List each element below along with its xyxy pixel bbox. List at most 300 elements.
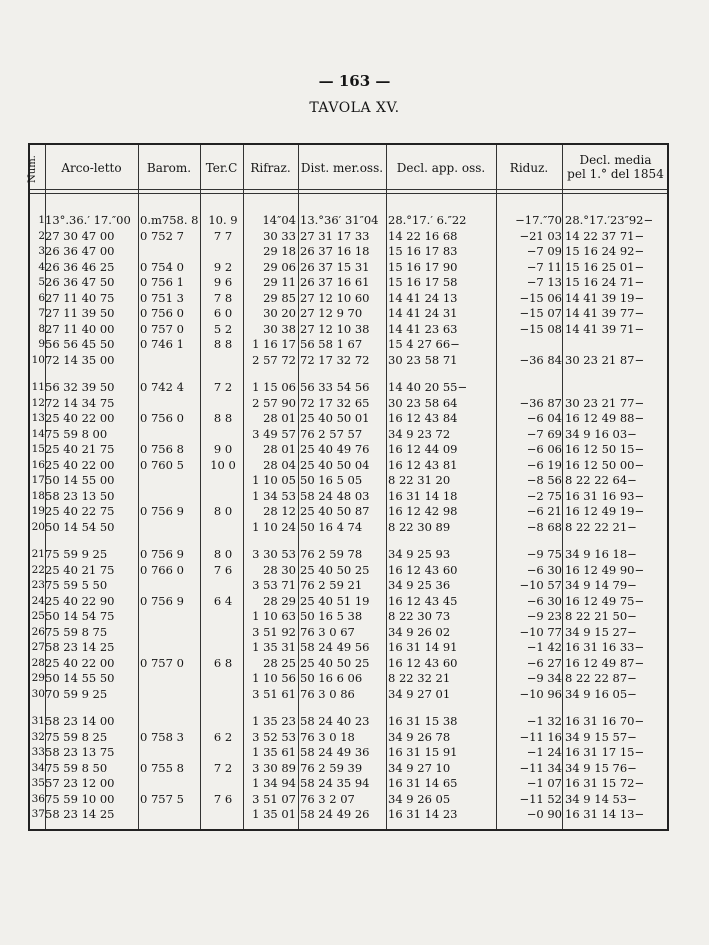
table-row bbox=[30, 640, 667, 656]
cell-num: 20 bbox=[31, 520, 45, 533]
cell-arco: 27 30 47 00 bbox=[45, 228, 115, 243]
cell-riduz: −6 21 bbox=[526, 504, 562, 518]
cell-rifr: 3 53 71 bbox=[252, 578, 296, 592]
cell-riduz: −15 08 bbox=[519, 321, 562, 336]
cell-dist: 27 12 10 38 bbox=[300, 321, 370, 336]
cell-rifr: 28 04 bbox=[263, 457, 296, 472]
cell-num: 2 bbox=[38, 229, 45, 242]
cell-num: 5 bbox=[38, 276, 45, 288]
table-row bbox=[30, 427, 667, 443]
cell-decl: 15 16 17 58 bbox=[388, 275, 458, 289]
cell-decl: 34 9 26 05 bbox=[388, 791, 451, 806]
cell-arco: 56 32 39 50 bbox=[45, 380, 115, 394]
cell-dist: 13.°36′ 31″04 bbox=[300, 213, 379, 227]
cell-dist: 72 17 32 72 bbox=[300, 352, 370, 367]
table-row bbox=[30, 547, 667, 563]
cell-rifr: 1 35 61 bbox=[252, 745, 296, 759]
cell-num: 21 bbox=[31, 548, 45, 560]
cell-dmed: 30 23 21 87− bbox=[565, 352, 645, 367]
cell-dmed: 8 22 22 87− bbox=[565, 671, 637, 685]
header-rule bbox=[30, 193, 667, 194]
header-decl-media-line1: Decl. media bbox=[579, 153, 652, 167]
cell-num: 33 bbox=[31, 746, 45, 758]
cell-riduz: −0 90 bbox=[526, 807, 562, 821]
cell-decl: 16 12 43 60 bbox=[388, 562, 458, 577]
cell-num: 7 bbox=[38, 307, 45, 319]
cell-barom: 0 751 3 bbox=[140, 290, 184, 305]
cell-decl: 16 12 42 98 bbox=[388, 504, 458, 518]
cell-decl: 34 9 23 72 bbox=[388, 426, 451, 441]
cell-terc: 9 0 bbox=[213, 442, 233, 456]
table-row bbox=[30, 687, 667, 703]
cell-riduz: −1 24 bbox=[526, 745, 562, 759]
cell-arco: 57 23 12 00 bbox=[45, 776, 115, 790]
cell-terc: 8 8 bbox=[213, 337, 233, 351]
cell-barom: 0 757 5 bbox=[140, 791, 184, 806]
cell-riduz: −1 07 bbox=[526, 776, 562, 790]
cell-num: 18 bbox=[31, 489, 45, 502]
table-row bbox=[30, 291, 667, 307]
cell-terc: 7 2 bbox=[213, 380, 233, 394]
cell-riduz: −15 06 bbox=[519, 290, 562, 305]
cell-barom: 0 756 1 bbox=[140, 275, 184, 289]
cell-num: 14 bbox=[31, 427, 45, 440]
cell-arco: 70 59 9 25 bbox=[45, 686, 108, 701]
cell-arco: 75 59 10 00 bbox=[45, 791, 115, 806]
cell-barom: 0 756 9 bbox=[140, 504, 184, 518]
cell-rifr: 1 35 01 bbox=[252, 807, 296, 821]
cell-arco: 25 40 22 75 bbox=[45, 504, 115, 518]
cell-decl: 16 31 14 18 bbox=[388, 488, 458, 503]
cell-dmed: 16 31 14 13− bbox=[565, 807, 645, 821]
cell-dmed: 15 16 24 71− bbox=[565, 275, 645, 289]
cell-dist: 76 2 59 21 bbox=[300, 578, 363, 592]
cell-arco: 75 59 8 50 bbox=[45, 760, 108, 775]
cell-decl: 16 31 14 91 bbox=[388, 640, 458, 654]
cell-rifr: 3 30 53 bbox=[252, 547, 296, 561]
cell-dist: 27 12 10 60 bbox=[300, 290, 370, 305]
cell-decl: 16 12 44 09 bbox=[388, 442, 458, 456]
cell-dmed: 8 22 22 21− bbox=[565, 519, 637, 534]
cell-dmed: 16 12 49 88− bbox=[565, 411, 645, 425]
cell-dist: 58 24 35 94 bbox=[300, 776, 370, 790]
cell-num: 36 bbox=[31, 792, 45, 805]
cell-dmed: 34 9 15 57− bbox=[565, 729, 637, 744]
table-row bbox=[30, 807, 667, 823]
cell-terc: 8 8 bbox=[213, 411, 233, 425]
cell-dmed: 14 41 39 77− bbox=[565, 306, 645, 320]
cell-barom: 0 760 5 bbox=[140, 457, 184, 472]
cell-arco: 50 14 55 00 bbox=[45, 473, 115, 487]
cell-dmed: 16 31 16 93− bbox=[565, 488, 645, 503]
cell-arco: 75 59 9 25 bbox=[45, 547, 108, 561]
cell-dist: 76 3 0 67 bbox=[300, 624, 355, 639]
cell-num: 23 bbox=[31, 579, 45, 591]
cell-arco: 75 59 5 50 bbox=[45, 578, 108, 592]
table-row bbox=[30, 625, 667, 641]
cell-decl: 16 31 14 23 bbox=[388, 807, 458, 821]
cell-riduz: −8 68 bbox=[526, 519, 562, 534]
cell-riduz: −6 30 bbox=[526, 562, 562, 577]
cell-arco: 27 11 40 00 bbox=[45, 321, 115, 336]
cell-arco: 58 23 14 00 bbox=[45, 714, 115, 728]
header-barom: Barom. bbox=[146, 161, 192, 175]
cell-arco: 72 14 34 75 bbox=[45, 395, 115, 410]
cell-rifr: 28 29 bbox=[263, 593, 296, 608]
cell-dmed: 16 31 15 72− bbox=[565, 776, 645, 790]
cell-dmed: 16 12 49 19− bbox=[565, 504, 645, 518]
cell-decl: 34 9 26 02 bbox=[388, 624, 451, 639]
cell-riduz: −36 87 bbox=[519, 395, 562, 410]
cell-dist: 76 2 59 39 bbox=[300, 760, 363, 775]
cell-terc: 6 4 bbox=[213, 593, 233, 608]
cell-arco: 50 14 54 75 bbox=[45, 609, 115, 623]
cell-terc: 7 7 bbox=[213, 228, 233, 243]
cell-barom: 0 766 0 bbox=[140, 562, 184, 577]
cell-num: 37 bbox=[31, 808, 45, 820]
cell-num: 13 bbox=[31, 412, 45, 424]
table-row bbox=[30, 442, 667, 458]
table-row bbox=[30, 489, 667, 505]
cell-decl: 16 31 15 91 bbox=[388, 745, 458, 759]
cell-num: 10 bbox=[31, 353, 45, 366]
cell-dmed: 28.°17.′23″92− bbox=[565, 213, 654, 227]
cell-rifr: 29 18 bbox=[263, 244, 296, 258]
cell-dmed: 16 31 16 70− bbox=[565, 714, 645, 728]
cell-barom: 0 754 0 bbox=[140, 259, 184, 274]
cell-barom: 0 756 9 bbox=[140, 547, 184, 561]
cell-num: 27 bbox=[31, 641, 45, 653]
cell-rifr: 3 51 61 bbox=[252, 686, 296, 701]
table-row bbox=[30, 458, 667, 474]
cell-dist: 58 24 40 23 bbox=[300, 714, 370, 728]
cell-riduz: −11 34 bbox=[519, 760, 562, 775]
cell-rifr: 3 49 57 bbox=[252, 426, 296, 441]
cell-arco: 50 14 54 50 bbox=[45, 519, 115, 534]
cell-num: 19 bbox=[31, 505, 45, 517]
table-row bbox=[30, 396, 667, 412]
table-row bbox=[30, 563, 667, 579]
cell-arco: 58 23 14 25 bbox=[45, 640, 115, 654]
table-row bbox=[30, 609, 667, 625]
cell-riduz: −6 27 bbox=[526, 655, 562, 670]
cell-riduz: −36 84 bbox=[519, 352, 562, 367]
cell-decl: 14 41 24 13 bbox=[388, 290, 458, 305]
cell-dist: 76 2 57 57 bbox=[300, 426, 363, 441]
cell-terc: 6 0 bbox=[213, 306, 233, 320]
cell-arco: 25 40 22 00 bbox=[45, 457, 115, 472]
cell-dmed: 16 31 17 15− bbox=[565, 745, 645, 759]
cell-arco: 75 59 8 00 bbox=[45, 426, 108, 441]
cell-num: 22 bbox=[31, 563, 45, 576]
cell-dmed: 34 9 15 76− bbox=[565, 760, 637, 775]
cell-dist: 72 17 32 65 bbox=[300, 395, 370, 410]
cell-riduz: −7 11 bbox=[526, 259, 562, 274]
cell-rifr: 28 12 bbox=[263, 504, 296, 518]
cell-riduz: −15 07 bbox=[519, 306, 562, 320]
cell-decl: 16 31 15 38 bbox=[388, 714, 458, 728]
cell-dist: 58 24 49 36 bbox=[300, 745, 370, 759]
cell-arco: 72 14 35 00 bbox=[45, 352, 115, 367]
cell-riduz: −11 16 bbox=[519, 729, 562, 744]
cell-dmed: 16 12 49 90− bbox=[565, 562, 645, 577]
cell-decl: 30 23 58 71 bbox=[388, 352, 458, 367]
cell-arco: 58 23 13 75 bbox=[45, 745, 115, 759]
cell-rifr: 29 11 bbox=[263, 275, 296, 289]
cell-dist: 58 24 48 03 bbox=[300, 488, 370, 503]
cell-dmed: 8 22 22 64− bbox=[565, 473, 637, 487]
cell-dmed: 14 41 39 19− bbox=[565, 290, 645, 305]
cell-num: 31 bbox=[31, 715, 45, 727]
cell-num: 32 bbox=[31, 730, 45, 743]
table-row bbox=[30, 504, 667, 520]
header-arco: Arco-letto bbox=[61, 161, 122, 175]
cell-dist: 27 31 17 33 bbox=[300, 228, 370, 243]
cell-rifr: 28 01 bbox=[263, 442, 296, 456]
cell-decl: 8 22 31 20 bbox=[388, 473, 451, 487]
cell-dist: 25 40 50 04 bbox=[300, 457, 370, 472]
cell-rifr: 1 16 17 bbox=[252, 337, 296, 351]
cell-terc: 8 0 bbox=[213, 547, 233, 561]
cell-decl: 28.°17.′ 6.″22 bbox=[388, 213, 467, 227]
cell-riduz: −17.″70 bbox=[515, 213, 562, 227]
cell-decl: 14 41 24 31 bbox=[388, 306, 458, 320]
cell-arco: 25 40 22 00 bbox=[45, 411, 115, 425]
cell-rifr: 2 57 90 bbox=[252, 395, 296, 410]
header-dist: Dist. mer.oss. bbox=[300, 161, 384, 175]
cell-terc: 6 2 bbox=[213, 729, 233, 744]
cell-dmed: 34 9 16 03− bbox=[565, 426, 637, 441]
cell-rifr: 1 15 06 bbox=[252, 380, 296, 394]
cell-dist: 76 3 0 18 bbox=[300, 729, 355, 744]
cell-rifr: 29 85 bbox=[263, 290, 296, 305]
cell-num: 16 bbox=[31, 458, 45, 471]
cell-rifr: 1 35 23 bbox=[252, 714, 296, 728]
cell-decl: 30 23 58 64 bbox=[388, 395, 458, 410]
cell-dmed: 14 22 37 71− bbox=[565, 228, 645, 243]
cell-dist: 25 40 50 25 bbox=[300, 655, 370, 670]
cell-rifr: 1 35 31 bbox=[252, 640, 296, 654]
cell-arco: 27 11 40 75 bbox=[45, 290, 115, 305]
table-row bbox=[30, 671, 667, 687]
cell-dmed: 34 9 14 79− bbox=[565, 578, 637, 592]
cell-riduz: −11 52 bbox=[519, 791, 562, 806]
cell-dist: 26 37 15 31 bbox=[300, 259, 370, 274]
cell-riduz: −6 06 bbox=[526, 442, 562, 456]
cell-num: 3 bbox=[38, 245, 45, 257]
cell-decl: 16 12 43 84 bbox=[388, 411, 458, 425]
cell-dmed: 14 41 39 71− bbox=[565, 321, 645, 336]
cell-rifr: 30 20 bbox=[263, 306, 296, 320]
cell-arco: 26 36 46 25 bbox=[45, 259, 115, 274]
cell-num: 1 bbox=[38, 214, 45, 226]
cell-dmed: 34 9 16 05− bbox=[565, 686, 637, 701]
cell-barom: 0 757 0 bbox=[140, 655, 184, 670]
cell-barom: 0.m758. 8 bbox=[140, 213, 199, 227]
cell-riduz: −6 04 bbox=[526, 411, 562, 425]
cell-arco: 50 14 55 50 bbox=[45, 671, 115, 685]
cell-terc: 9 6 bbox=[213, 275, 233, 289]
cell-num: 4 bbox=[38, 260, 45, 273]
cell-num: 25 bbox=[31, 610, 45, 622]
table-row bbox=[30, 411, 667, 427]
cell-terc: 7 8 bbox=[213, 290, 233, 305]
table-title: TAVOLA XV. bbox=[309, 100, 400, 116]
cell-decl: 16 12 43 45 bbox=[388, 593, 458, 608]
cell-decl: 14 22 16 68 bbox=[388, 228, 458, 243]
cell-terc: 8 0 bbox=[213, 504, 233, 518]
cell-arco: 25 40 22 90 bbox=[45, 593, 115, 608]
cell-dmed: 16 12 50 00− bbox=[565, 457, 645, 472]
cell-riduz: −10 57 bbox=[519, 578, 562, 592]
table-row bbox=[30, 244, 667, 260]
cell-riduz: −1 42 bbox=[526, 640, 562, 654]
cell-dist: 58 24 49 26 bbox=[300, 807, 370, 821]
cell-barom: 0 752 7 bbox=[140, 228, 184, 243]
cell-num: 30 bbox=[31, 687, 45, 700]
cell-dist: 26 37 16 18 bbox=[300, 244, 370, 258]
cell-riduz: −6 30 bbox=[526, 593, 562, 608]
cell-arco: 25 40 21 75 bbox=[45, 562, 115, 577]
cell-num: 29 bbox=[31, 672, 45, 684]
header-riduz: Riduz. bbox=[509, 161, 549, 175]
cell-rifr: 3 30 89 bbox=[252, 760, 296, 775]
cell-decl: 8 22 30 89 bbox=[388, 519, 451, 534]
cell-arco: 25 40 21 75 bbox=[45, 442, 115, 456]
cell-arco: 27 11 39 50 bbox=[45, 306, 115, 320]
cell-rifr: 1 34 94 bbox=[252, 776, 296, 790]
cell-dist: 76 2 59 78 bbox=[300, 547, 363, 561]
cell-barom: 0 756 0 bbox=[140, 306, 184, 320]
cell-dist: 56 58 1 67 bbox=[300, 337, 363, 351]
cell-rifr: 1 10 63 bbox=[252, 609, 296, 623]
table-body bbox=[30, 213, 667, 823]
table-row bbox=[30, 322, 667, 338]
cell-riduz: −9 23 bbox=[526, 609, 562, 623]
cell-arco: 58 23 14 25 bbox=[45, 807, 115, 821]
cell-terc: 7 2 bbox=[213, 760, 233, 775]
table-row bbox=[30, 578, 667, 594]
cell-terc: 10 0 bbox=[210, 457, 236, 472]
cell-rifr: 1 10 56 bbox=[252, 671, 296, 685]
table-row bbox=[30, 745, 667, 761]
cell-rifr: 1 34 53 bbox=[252, 488, 296, 503]
page-number: — 163 — bbox=[318, 72, 391, 90]
cell-decl: 16 31 14 65 bbox=[388, 776, 458, 790]
table-row bbox=[30, 761, 667, 777]
cell-dmed: 15 16 25 01− bbox=[565, 259, 645, 274]
cell-barom: 0 756 8 bbox=[140, 442, 184, 456]
cell-terc: 10. 9 bbox=[208, 213, 238, 227]
cell-decl: 34 9 27 10 bbox=[388, 760, 451, 775]
cell-rifr: 30 38 bbox=[263, 321, 296, 336]
cell-riduz: −7 09 bbox=[526, 244, 562, 258]
cell-arco: 26 36 47 50 bbox=[45, 275, 115, 289]
cell-dmed: 15 16 24 92− bbox=[565, 244, 645, 258]
table-row bbox=[30, 473, 667, 489]
cell-decl: 16 12 43 81 bbox=[388, 457, 458, 472]
cell-barom: 0 756 0 bbox=[140, 411, 184, 425]
table-row bbox=[30, 594, 667, 610]
table-row bbox=[30, 260, 667, 276]
header-decl: Decl. app. oss. bbox=[396, 161, 486, 175]
table-row bbox=[30, 275, 667, 291]
cell-num: 26 bbox=[31, 625, 45, 638]
cell-arco: 13°.36.′ 17.″00 bbox=[45, 213, 131, 227]
cell-dist: 50 16 5 38 bbox=[300, 609, 363, 623]
header-terc: Ter.C bbox=[205, 161, 238, 175]
cell-num: 35 bbox=[31, 777, 45, 789]
cell-riduz: −8 56 bbox=[526, 473, 562, 487]
cell-decl: 8 22 32 21 bbox=[388, 671, 451, 685]
cell-riduz: −7 69 bbox=[526, 426, 562, 441]
cell-barom: 0 742 4 bbox=[140, 380, 184, 394]
cell-arco: 75 59 8 75 bbox=[45, 624, 108, 639]
cell-rifr: 2 57 72 bbox=[252, 352, 296, 367]
cell-arco: 25 40 22 00 bbox=[45, 655, 115, 670]
cell-rifr: 28 01 bbox=[263, 411, 296, 425]
cell-num: 12 bbox=[31, 396, 45, 409]
cell-num: 34 bbox=[31, 761, 45, 774]
table-row bbox=[30, 306, 667, 322]
cell-dist: 56 33 54 56 bbox=[300, 380, 370, 394]
cell-riduz: −21 03 bbox=[519, 228, 562, 243]
cell-riduz: −6 19 bbox=[526, 457, 562, 472]
cell-riduz: −9 75 bbox=[526, 547, 562, 561]
cell-dist: 25 40 51 19 bbox=[300, 593, 370, 608]
cell-num: 15 bbox=[31, 443, 45, 455]
cell-dmed: 8 22 21 50− bbox=[565, 609, 637, 623]
cell-num: 8 bbox=[38, 322, 45, 335]
cell-num: 9 bbox=[38, 338, 45, 350]
table-row bbox=[30, 792, 667, 808]
cell-dist: 25 40 50 01 bbox=[300, 411, 370, 425]
cell-arco: 58 23 13 50 bbox=[45, 488, 115, 503]
cell-barom: 0 757 0 bbox=[140, 321, 184, 336]
cell-num: 11 bbox=[31, 381, 45, 393]
cell-barom: 0 758 3 bbox=[140, 729, 184, 744]
cell-num: 24 bbox=[31, 594, 45, 607]
cell-dist: 25 40 50 25 bbox=[300, 562, 370, 577]
table-row bbox=[30, 730, 667, 746]
cell-dmed: 16 12 50 15− bbox=[565, 442, 645, 456]
cell-decl: 14 40 20 55− bbox=[388, 380, 468, 394]
cell-dist: 76 3 2 07 bbox=[300, 791, 355, 806]
cell-num: 17 bbox=[31, 474, 45, 486]
cell-dmed: 34 9 15 27− bbox=[565, 624, 637, 639]
table-row bbox=[30, 229, 667, 245]
cell-rifr: 1 10 05 bbox=[252, 473, 296, 487]
cell-arco: 26 36 47 00 bbox=[45, 244, 115, 258]
cell-rifr: 3 52 53 bbox=[252, 729, 296, 744]
table-row bbox=[30, 776, 667, 792]
cell-dmed: 34 9 16 18− bbox=[565, 547, 637, 561]
cell-terc: 7 6 bbox=[213, 791, 233, 806]
cell-rifr: 29 06 bbox=[263, 259, 296, 274]
cell-dmed: 30 23 21 77− bbox=[565, 395, 645, 410]
cell-decl: 34 9 25 93 bbox=[388, 547, 451, 561]
table-row bbox=[30, 380, 667, 396]
cell-dmed: 16 12 49 75− bbox=[565, 593, 645, 608]
cell-riduz: −10 77 bbox=[519, 624, 562, 639]
cell-rifr: 1 10 24 bbox=[252, 519, 296, 534]
cell-rifr: 3 51 07 bbox=[252, 791, 296, 806]
cell-dist: 26 37 16 61 bbox=[300, 275, 370, 289]
cell-decl: 15 4 27 66− bbox=[388, 337, 460, 351]
header-decl-media-line2: pel 1.° del 1854 bbox=[567, 167, 664, 181]
cell-riduz: −7 13 bbox=[526, 275, 562, 289]
cell-terc: 6 8 bbox=[213, 655, 233, 670]
